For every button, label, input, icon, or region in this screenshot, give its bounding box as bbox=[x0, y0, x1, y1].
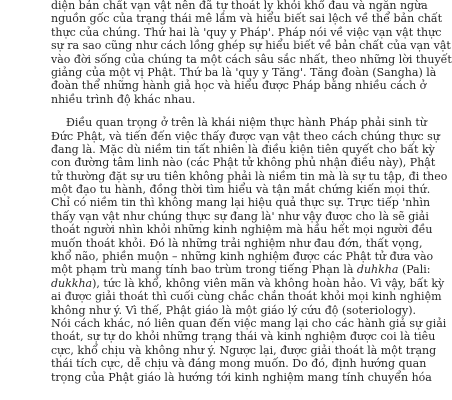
text-line: không như ý. Vì thế, Phật giáo là một giáo lý cứu độ (soteriology). bbox=[51, 303, 416, 317]
text-line: sự ra sao cũng như cách lồng ghép sự hiểu biết về bản chất của vạn vật bbox=[51, 39, 451, 53]
text-line: cực, khổ chịu và không như ý. Ngược lại, được giải thoát là một trạng bbox=[51, 343, 437, 357]
text-line: nguồn gốc của trạng thái mê lầm và hiểu biết sai lệch về thể bản chất bbox=[51, 12, 443, 26]
text-line: thoát người nhìn khỏi những kinh nghiệm mà hầu hết mọi người đều bbox=[51, 223, 433, 237]
text-line: giảng của một vị Phật. Thứ ba là 'quy y Tăng'. Tăng đoàn (Sangha) là bbox=[51, 65, 437, 79]
text-line: nhiều trình độ khác nhau. bbox=[51, 92, 196, 106]
text-line: diện bản chất vạn vật nên đã tự thoát ly khỏi khổ đau và ngăn ngừa bbox=[51, 0, 428, 12]
text-line: Đức Phật, và tiến đến việc thấy được vạn vật theo cách chúng thực sự bbox=[51, 129, 440, 143]
text-line: đoàn thể những hành giả học và hiểu được Pháp bằng nhiều cách ở bbox=[51, 79, 427, 93]
text-line: khổ não, phiền muộn – những kinh nghiệm được các Phật tử đưa vào bbox=[51, 250, 434, 264]
text-line: con đường tâm linh nào (các Phật tử không phủ nhận điều này), Phật bbox=[51, 156, 436, 170]
body-text bbox=[51, 0, 452, 384]
text-line: một phạm trù mang tính bao trùm trong tiếng Phạn là duhkha (Pali: bbox=[51, 263, 431, 277]
text-line: một đạo tu hành, đồng thời tìm hiểu và tận mắt chứng kiến mọi thứ. bbox=[51, 183, 431, 197]
text-line: thực của chúng. Thứ hai là 'quy y Pháp'. Pháp nói về việc vạn vật thực bbox=[51, 25, 442, 39]
text-line: Chỉ có niềm tin thì không mang lại hiệu quả thực sự. Trực tiếp 'nhìn bbox=[51, 196, 431, 210]
text-line: tử thường đặt sự ưu tiên không phải là niềm tin mà là sự tu tập, đi theo bbox=[51, 169, 448, 183]
text-line: thoát, sự tự do khỏi những trạng thái và kinh nghiệm được coi là tiêu bbox=[51, 330, 436, 344]
text-line: Nói cách khác, nó liên quan đến việc mang lại cho các hành giả sự giải bbox=[51, 316, 447, 330]
paragraph-gap bbox=[51, 106, 353, 116]
text-line: thái tích cực, dễ chịu và đáng mong muốn. Do đó, định hướng quan bbox=[51, 357, 427, 371]
text-line: muốn thoát khỏi. Đó là những trải nghiệm như đau đớn, thất vọng, bbox=[51, 236, 423, 250]
text-line: vào đời sống của chúng ta một cách sâu sắc nhất, theo những lời thuyết bbox=[51, 52, 452, 66]
text-line: đang là. Mặc dù niềm tin tất nhiên là điều kiện tiên quyết cho bất kỳ bbox=[51, 142, 435, 156]
text-line: thấy vạn vật như chúng thực sự đang là' như vậy được cho là sẽ giải bbox=[51, 209, 429, 223]
paragraph-2 bbox=[51, 116, 448, 384]
text-line: ai được giải thoát thì cuối cùng chắc chắn thoát khỏi mọi kinh nghiệm bbox=[51, 290, 442, 304]
text-line: Điều quan trọng ở trên là khái niệm thực hành Pháp phải sinh từ bbox=[66, 116, 427, 130]
text-line: dukkha), tức là khổ, không viên mãn và không hoàn hảo. Vì vậy, bất kỳ bbox=[51, 276, 445, 290]
text-line: trọng của Phật giáo là hướng tới kinh nghiệm mang tính chuyển hóa bbox=[51, 370, 432, 384]
paragraph-1 bbox=[51, 0, 452, 106]
